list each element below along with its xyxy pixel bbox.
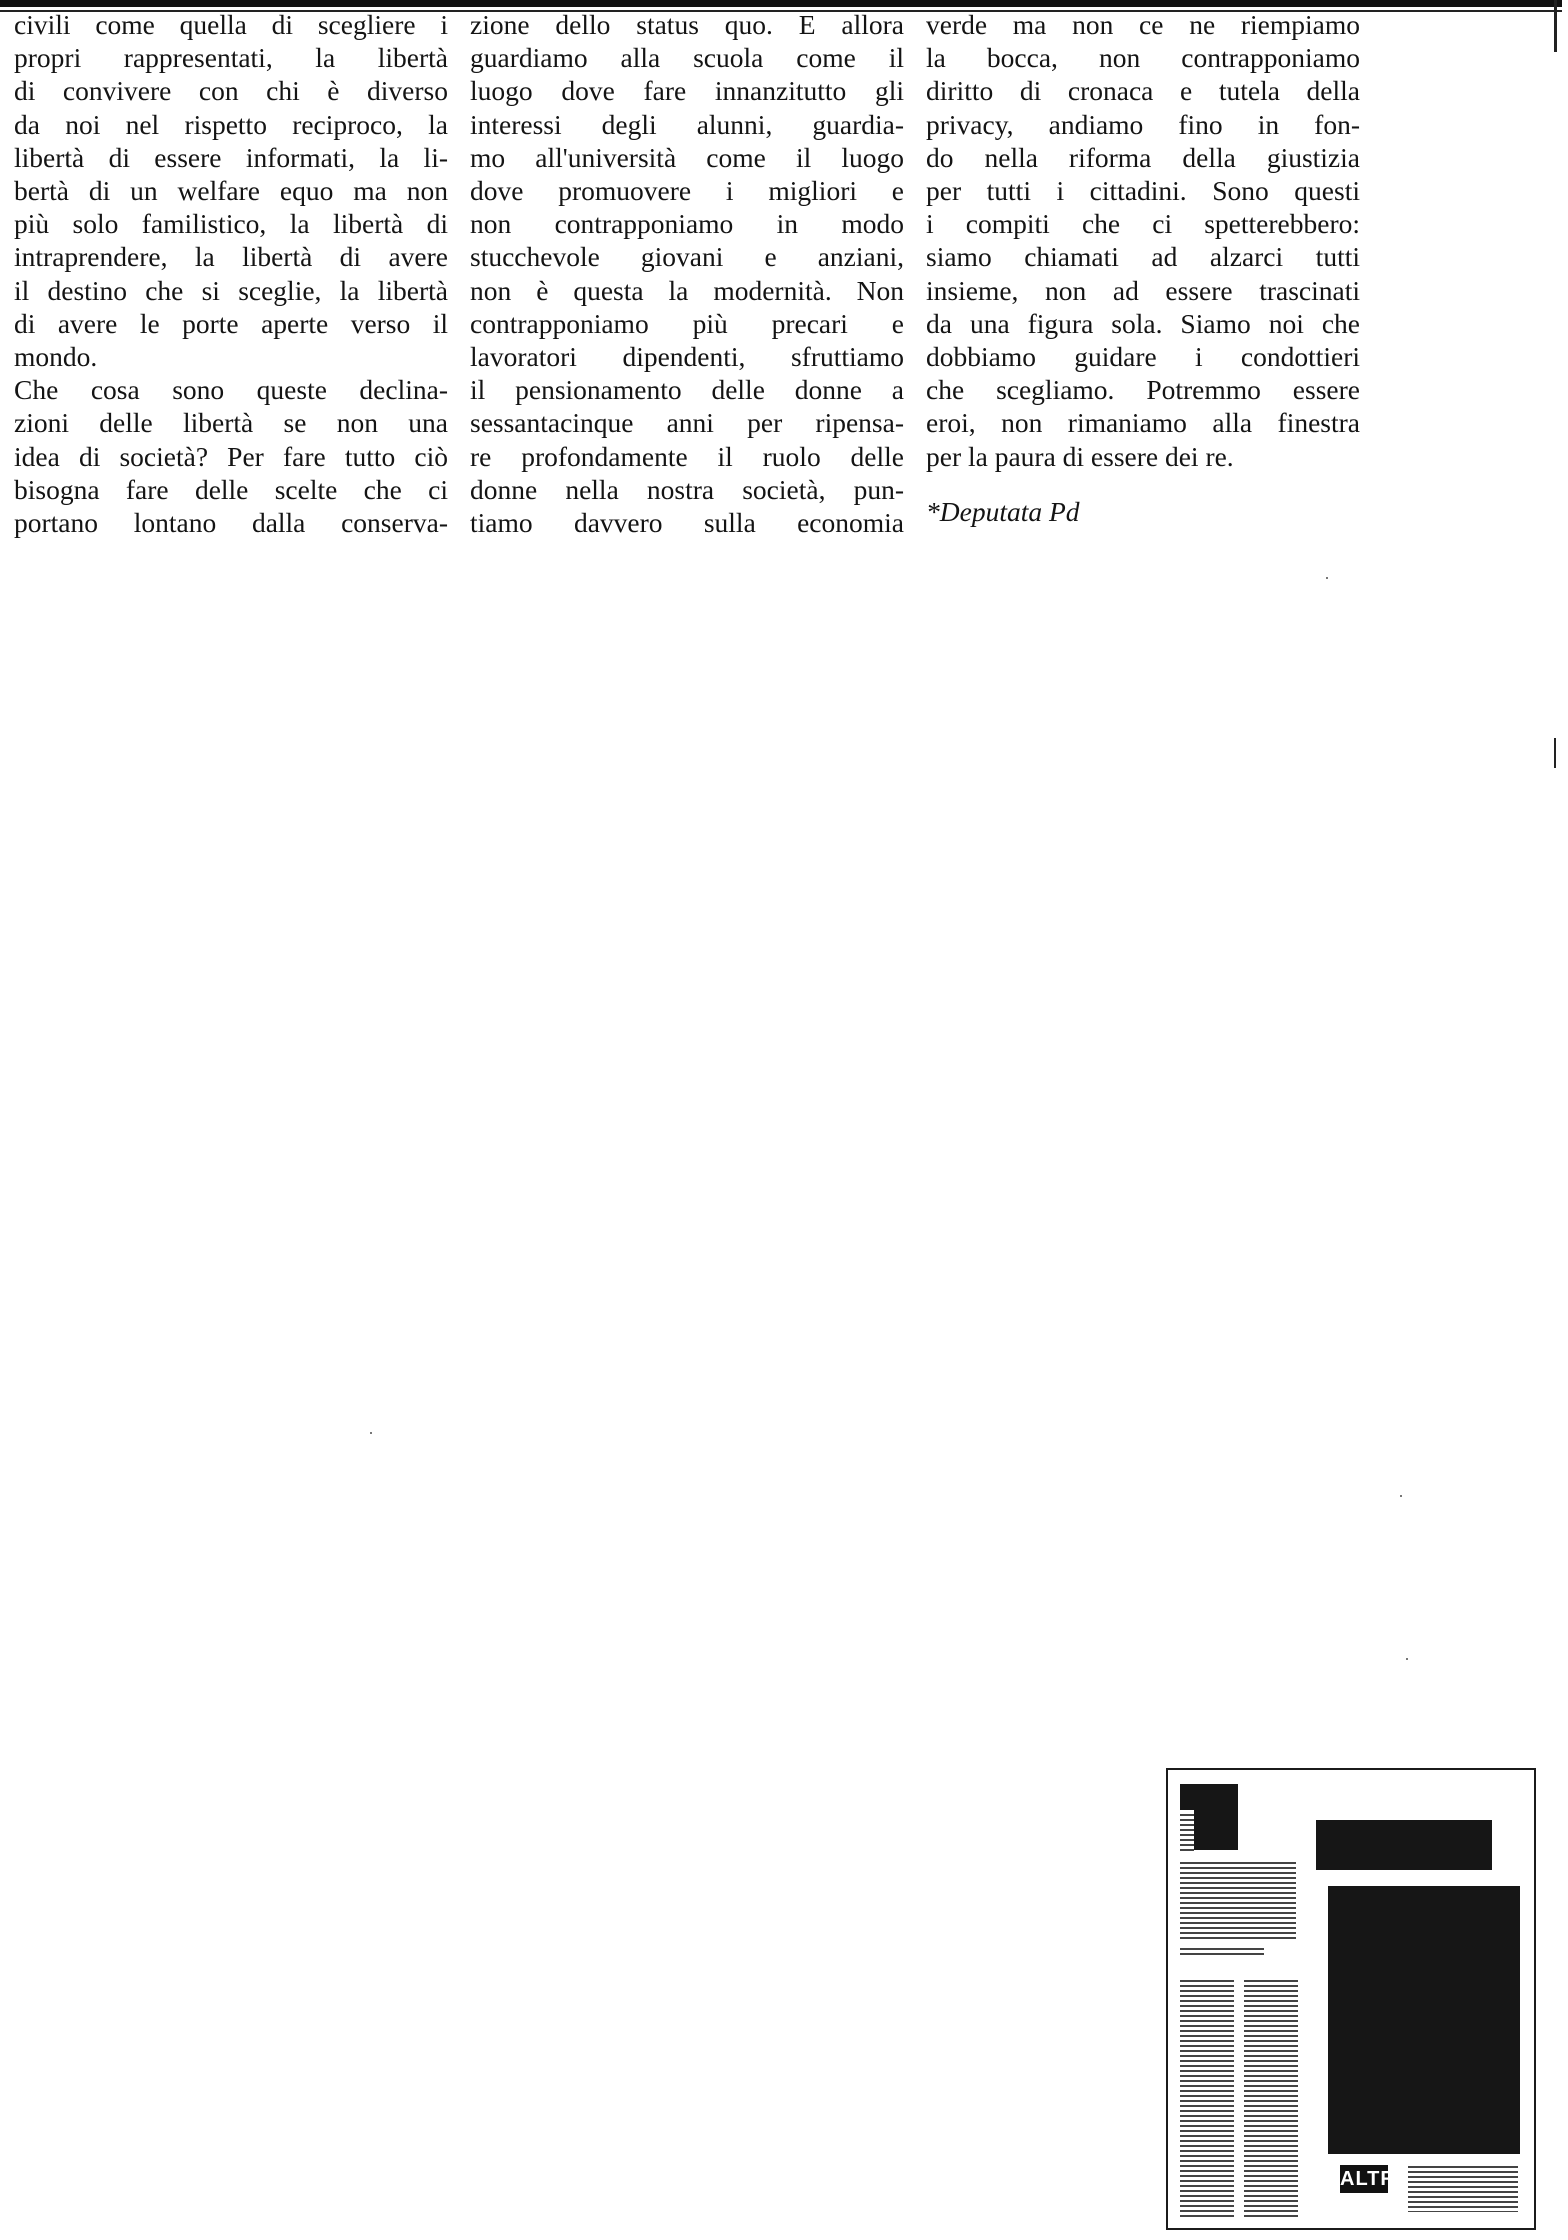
thumbnail-heading-block: [1180, 1948, 1264, 1958]
article-line: intraprendere, la libertà di avere: [14, 241, 448, 273]
article-line: zione dello status quo. E allora: [470, 9, 904, 40]
thumbnail-headline-box: [1316, 1820, 1492, 1870]
thumbnail-logo: ALTRI: [1340, 2165, 1388, 2193]
article-line: sessantacinque anni per ripensa-: [470, 407, 904, 439]
article-line: verde ma non ce ne riempiamo: [926, 9, 1360, 40]
article-line: bertà di un welfare equo ma non: [14, 175, 448, 207]
article-column-3: [926, 8, 1360, 528]
article-line: non contrapponiamo in modo: [470, 208, 904, 240]
article-line: più solo familistico, la libertà di: [14, 208, 448, 240]
article-line: contrapponiamo più precari e: [470, 307, 904, 339]
article-column-2: [470, 8, 904, 539]
article-line: non è questa la modernità. Non: [470, 274, 904, 306]
article-column-1: [14, 8, 448, 539]
article-line: di avere le porte aperte verso il: [14, 307, 448, 339]
article-line: da noi nel rispetto reciproco, la: [14, 108, 448, 140]
article-line: mo all'università come il luogo: [470, 141, 904, 173]
article-line: da una figura sola. Siamo noi che: [926, 307, 1360, 339]
article-line: che scegliamo. Potremmo essere: [926, 374, 1360, 406]
thumbnail-text-block: [1180, 1814, 1194, 1854]
article-line: il destino che si sceglie, la libertà: [14, 274, 448, 306]
top-border-rule: [0, 0, 1562, 7]
article-line: guardiamo alla scuola come il: [470, 42, 904, 74]
article-line: mondo.: [14, 341, 98, 373]
article-line: re profondamente il ruolo delle: [470, 440, 904, 472]
author-signature: *Deputata Pd: [926, 495, 1080, 527]
thumbnail-image-block: [1194, 1810, 1238, 1850]
article-line: luogo dove fare innanzitutto gli: [470, 75, 904, 107]
thumbnail-dark-image: [1328, 1886, 1520, 2154]
article-line: portano lontano dalla conserva-: [14, 507, 448, 539]
article-line: la bocca, non contrapponiamo: [926, 42, 1360, 74]
article-line: stucchevole giovani e anziani,: [470, 241, 904, 273]
article-line: interessi degli alunni, guardia-: [470, 108, 904, 140]
article-line: diritto di cronaca e tutela della: [926, 75, 1360, 107]
thumbnail-text-column: [1180, 1980, 1234, 2220]
article-line: per tutti i cittadini. Sono questi: [926, 175, 1360, 207]
article-line: lavoratori dipendenti, sfruttiamo: [470, 341, 904, 373]
page-thumbnail: [1166, 1768, 1536, 2230]
scan-speck: [1406, 1658, 1408, 1660]
article-line: insieme, non ad essere trascinati: [926, 274, 1360, 306]
article-line: civili come quella di scegliere i: [14, 9, 448, 40]
article-line: di convivere con chi è diverso: [14, 75, 448, 107]
article-line: siamo chiamati ad alzarci tutti: [926, 241, 1360, 273]
article-line: zioni delle libertà se non una: [14, 407, 448, 439]
thumbnail-text-column: [1244, 1980, 1298, 2220]
right-margin-mark-lower: [1554, 738, 1556, 768]
article-line: privacy, andiamo fino in fon-: [926, 108, 1360, 140]
article-line: donne nella nostra società, pun-: [470, 473, 904, 505]
thumbnail-text-block: [1180, 1862, 1296, 1940]
article-line: do nella riforma della giustizia: [926, 141, 1360, 173]
thumbnail-caption-block: [1408, 2166, 1518, 2212]
thumbnail-masthead-block: [1180, 1784, 1238, 1810]
article-line: propri rappresentati, la libertà: [14, 42, 448, 74]
scan-speck: [370, 1432, 372, 1434]
article-line: per la paura di essere dei re.: [926, 440, 1234, 472]
article-line: tiamo davvero sulla economia: [470, 507, 904, 539]
article-line: eroi, non rimaniamo alla finestra: [926, 407, 1360, 439]
scan-speck: [1400, 1495, 1402, 1497]
article-line: dobbiamo guidare i condottieri: [926, 341, 1360, 373]
article-line: Che cosa sono queste declina-: [14, 374, 448, 406]
article-line: il pensionamento delle donne a: [470, 374, 904, 406]
scan-speck: [1326, 577, 1328, 579]
article-line: bisogna fare delle scelte che ci: [14, 473, 448, 505]
article-line: idea di società? Per fare tutto ciò: [14, 440, 448, 472]
article-line: i compiti che ci spetterebbero:: [926, 208, 1360, 240]
article-line: libertà di essere informati, la li-: [14, 141, 448, 173]
article-line: dove promuovere i migliori e: [470, 175, 904, 207]
right-margin-mark: [1554, 0, 1557, 52]
